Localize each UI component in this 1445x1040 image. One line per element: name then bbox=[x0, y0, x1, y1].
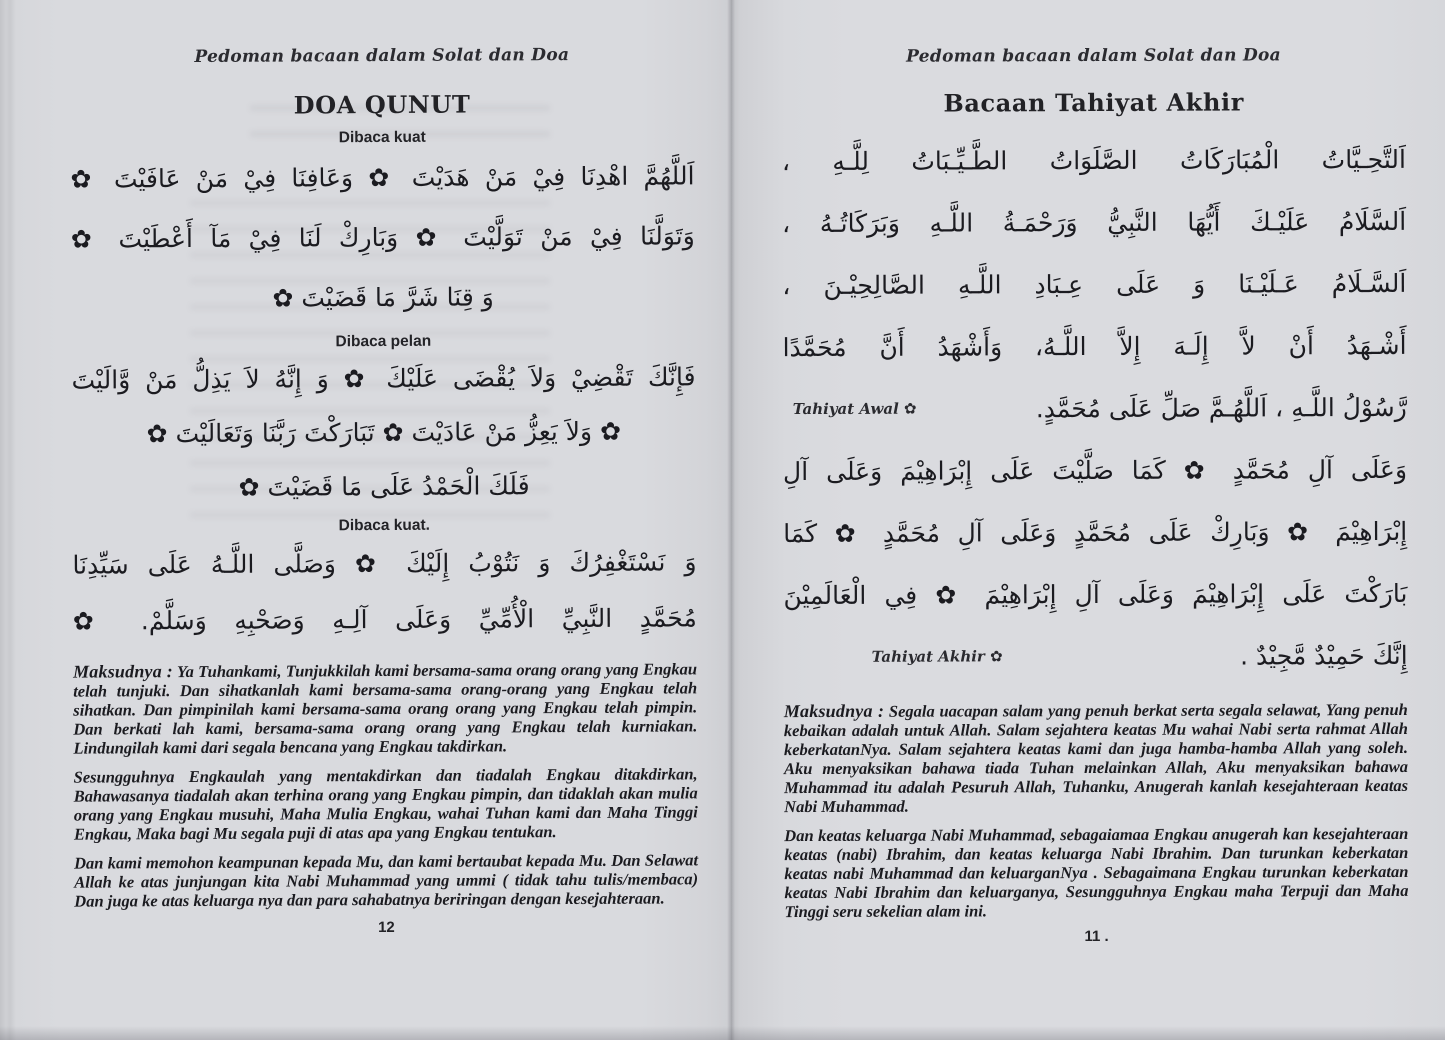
arabic-line: فَإِنَّكَ تَقْضِيْ وَلاَ يُقْضَى عَلَيْكَ ✿ وَ إِنَّهُ لاَ يَذِلُّ مَنْ وَّالَيْتَ bbox=[71, 361, 696, 395]
page-title: DOA QUNUT bbox=[293, 89, 471, 120]
translation-paragraph bbox=[784, 824, 1408, 921]
translation-paragraph bbox=[74, 764, 698, 843]
translation-paragraph bbox=[74, 850, 698, 910]
arabic-line: اَلسَّـلَامُ عَـلَيْـنَا وَ عَلَى عِـبَادِ اللَّـهِ الصَّالِحِيْـنَ ، bbox=[782, 268, 1407, 300]
tahiyat-awal-label: Tahiyat Awal ✿ bbox=[792, 399, 917, 419]
paragraph-text: Dan keatas keluarga Nabi Muhammad, sebagaiamaa Engkau anugerah kan kesejahteraan keatas (nabi) Ibrahim, dan keatas keluarga Nabi Ibrahim. Dan turunkan keberkatan keatas nabi Muhammad dan keluarganNya . Sebagaimana Engkau turunkan keberkatan keatas Nabi Ibrahim dan keluarganya, Sesungguhnya Engkau maha Terpuji dan Maha Tinggi seru sekelian alam ini. bbox=[784, 823, 1409, 922]
arabic-line: بَارَكْتَ عَلَى إِبْرَاهِيْمَ وَعَلَى آلِ إِبْرَاهِيْمَ ✿ فِي الْعَالَمِيْنَ bbox=[783, 578, 1408, 610]
arabic-line: ✿ وَلاَ يَعِزُّ مَنْ عَادَيْتَ ✿ تَبَارَكْتَ رَبَّنَا وَتَعَالَيْتَ ✿ bbox=[146, 416, 622, 448]
arabic-line: اَلتَّحِـيَّاتُ الْمُبَارَكَاتُ الصَّلَوَاتُ الطَّـيِّـبَاتُ لِلَّـهِ ، bbox=[781, 144, 1406, 176]
translation-paragraph bbox=[784, 700, 1408, 816]
page-number: 11 . bbox=[1084, 927, 1109, 946]
arabic-line: أَشْـهَدُ أَنْ لاَّ إِلَـهَ إِلاَّ اللَّـهُ، وَأَشْهَدُ أَنَّ مُحَمَّدًا bbox=[782, 330, 1407, 362]
translation-paragraph bbox=[73, 659, 697, 757]
arabic-block bbox=[72, 533, 697, 648]
florette-ornament: ✿ bbox=[990, 647, 1003, 666]
arabic-block bbox=[71, 349, 696, 514]
left-page-content bbox=[70, 0, 699, 938]
arabic-line: وَ نَسْتَغْفِرُكَ وَ نَتُوْبُ إِلَيْكَ ✿ وَصَلَّى اللَّـهُ عَلَى سَيِّدِنَا bbox=[72, 546, 697, 580]
section-label: Dibaca pelan bbox=[335, 332, 432, 351]
arabic-line: إِنَّكَ حَمِيْدٌ مَّجِيْدٌ . bbox=[1240, 640, 1408, 670]
section-label: Dibaca kuat bbox=[338, 128, 426, 147]
page-title: Bacaan Tahiyat Akhir bbox=[943, 87, 1244, 118]
arabic-line: وَ قِنَا شَرَّ مَا قَضَيْتَ ✿ bbox=[272, 281, 494, 313]
paragraph-text: Ya Tuhankami, Tunjukkilah kami bersama-sama orang orang yang Engkau telah tunjuki. Dan sihatkanlah kami bersama-sama orang-orang yang Engkau telah sihatkan. Dan pimpinilah kami bersama-sama orang orang yang Engkau telah pimpin. Dan berkati lah kami, bersama-sama orang orang yang Engkau telah kurniakan. Lindungilah kami dari segala bencana yang Engkau takdirkan. bbox=[73, 659, 698, 758]
paragraph-lead: Maksudnya : bbox=[783, 700, 885, 722]
arabic-block bbox=[782, 128, 1408, 688]
right-page-content bbox=[781, 0, 1408, 946]
arabic-line: فَلَكَ الْحَمْدُ عَلَى مَا قَضَيْتَ ✿ bbox=[238, 470, 530, 502]
section-label: Dibaca kuat. bbox=[338, 516, 431, 535]
tahiyat-akhir-label: Tahiyat Akhir ✿ bbox=[871, 647, 1003, 666]
paragraph-text: Sesungguhnya Engkaulah yang mentakdirkan dan tiadalah Engkau ditakdirkan, Bahawasanya tiadalah akan terhina orang yang Engkau pimpin, dan tidaklah akan mulia orang yang Engkau musuhi, Maha Mulia Engkau, wahai Tuhan kami dan Maha Tinggi Engkau, Maka bagi Mu segala puji di atas apa yang Engkau tentukan. bbox=[73, 764, 698, 844]
book-gutter bbox=[727, 0, 735, 1040]
running-header: Pedoman bacaan dalam Solat dan Doa bbox=[906, 45, 1281, 67]
paragraph-lead: Maksudnya : bbox=[73, 661, 174, 682]
arabic-line: إِبْرَاهِيْمَ ✿ وَبَارِكْ عَلَى مُحَمَّدٍ وَعَلَى آلِ مُحَمَّدٍ ✿ كَمَا bbox=[783, 516, 1408, 548]
arabic-line: اَلسَّلَامُ عَلَيْـكَ أَيُّهَا النَّبِيُّ وَرَحْمَـةُ اللَّـهِ وَبَرَكَاتُـهُ ، bbox=[782, 206, 1407, 238]
arabic-line: مُحَمَّدٍ النَّبِيِّ الْأُمِّيِّ وَعَلَى آلِـهِ وَصَحْبِهِ وَسَلَّمْ. ✿ bbox=[72, 602, 697, 636]
paragraph-text: Dan kami memohon keampunan kepada Mu, dan kami bertaubat kepada Mu. Dan Selawat Allah ke atas junjungan kita Nabi Muhammad yang ummi ( tidak tahu tulis/membaca) Dan juga ke atas keluarga nya dan para sahabatnya beriringan dengan kesejahteraan. bbox=[74, 850, 699, 911]
right-page bbox=[731, 0, 1445, 1040]
arabic-line: وَتَوَلَّنَا فِيْ مَنْ تَوَلَّيْتَ ✿ وَبَارِكْ لَنَا فِيْ مَآ أَعْطَيْتَ ✿ bbox=[70, 220, 695, 254]
page-number: 12 bbox=[378, 918, 395, 937]
arabic-block bbox=[70, 145, 695, 328]
arabic-line: رَّسُوْلُ اللَّـهِ ، اَللَّهُـمَّ صَلِّ عَلَى مُحَمَّدٍ. bbox=[1035, 392, 1407, 423]
page-bottom-shadow bbox=[0, 1026, 1445, 1040]
arabic-line: اَللَّهُمَّ اهْدِنَا فِيْ مَنْ هَدَيْتَ ✿ وَعَافِنَا فِيْ مَنْ عَافَيْتَ ✿ bbox=[70, 160, 695, 194]
florette-ornament: ✿ bbox=[903, 399, 917, 418]
running-header: Pedoman bacaan dalam Solat dan Doa bbox=[194, 45, 570, 67]
paragraph-text: Segala uacapan salam yang penuh berkat serta segala selawat, Yang penuh kebaikan adalah untuk Allah. Salam sejahtera keatas Mu wahai Nabi serta rahmat Allah keberkatanNya. Salam sejahtera keatas kami dan juga hamba-hamba Allah yang soleh. Aku menyaksikan bahawa tiada Tuhan melainkan Allah, Aku menyaksikan bahawa Muhammad itu adalah Pesuruh Allah, Tuhanku, Anugerah kanlah kesejahteraan keatas Nabi Muhammad. bbox=[783, 699, 1409, 817]
arabic-line: وَعَلَى آلِ مُحَمَّدٍ ✿ كَمَا صَلَّيْتَ عَلَى إِبْرَاهِيْمَ وَعَلَى آلِ bbox=[782, 454, 1408, 486]
